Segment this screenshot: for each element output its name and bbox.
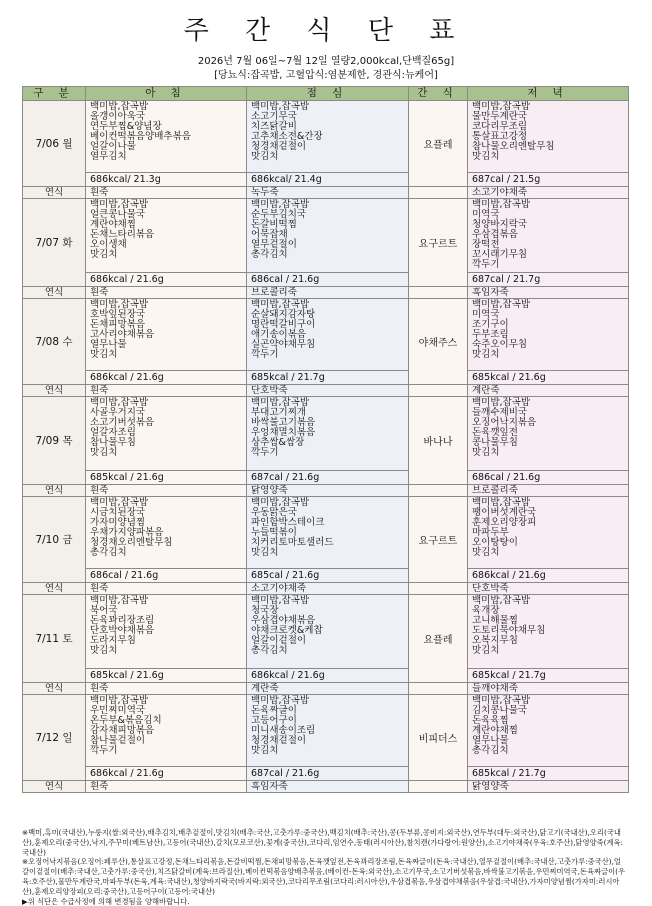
day-label: 7/08 수	[23, 299, 86, 385]
menu-item: 부대고기찌개	[251, 407, 307, 418]
menu-item: 애기송이볶음	[251, 329, 307, 340]
dinner-items	[468, 695, 629, 767]
dinner-kcal: 685kcal / 21.6g	[468, 371, 629, 385]
menu-item: 두부조림	[472, 329, 509, 340]
header-snack: 간 식	[409, 87, 468, 101]
soft-lunch: 단호박죽	[247, 385, 409, 397]
snack-cell: 요구르트	[409, 199, 468, 287]
day-label: 7/06 월	[23, 101, 86, 187]
menu-item: 백미밥,잡곡밥	[251, 299, 310, 310]
menu-item: 장떡전	[472, 239, 500, 250]
menu-item: 청경채겉절이	[251, 735, 307, 746]
menu-item: 우동맑은국	[251, 507, 297, 518]
lunch-items	[247, 695, 409, 767]
menu-item: 맛김치	[472, 645, 500, 656]
menu-item: 순두부김치국	[251, 209, 307, 220]
menu-item: 시금치된장국	[90, 507, 146, 518]
day-label: 7/12 일	[23, 695, 86, 781]
menu-item: 열무나물	[472, 735, 509, 746]
soft-breakfast: 흰죽	[86, 781, 247, 793]
lunch-kcal: 686cal / 21.6g	[247, 273, 409, 287]
menu-item: 계란야채찜	[472, 725, 518, 736]
menu-item: 백미밥,잡곡밥	[472, 101, 531, 112]
breakfast-items	[86, 695, 247, 767]
menu-item: 백미밥,잡곡밥	[90, 101, 149, 112]
menu-item: 백미밥,잡곡밥	[90, 199, 149, 210]
soft-breakfast: 흰죽	[86, 187, 247, 199]
soft-snack	[409, 287, 468, 299]
menu-item: 얼갈이나물	[90, 141, 136, 152]
menu-item: 우엉채멸치볶음	[251, 427, 316, 438]
soft-diet-label: 연식	[23, 683, 86, 695]
lunch-items	[247, 299, 409, 371]
lunch-kcal: 686kcal/ 21.4g	[247, 173, 409, 187]
menu-item: 청경채오리엔탈무침	[90, 537, 173, 548]
breakfast-items	[86, 595, 247, 669]
menu-item: 통살표고강정	[472, 131, 528, 142]
breakfast-kcal: 685kcal / 21.6g	[86, 669, 247, 683]
soft-breakfast: 흰죽	[86, 385, 247, 397]
menu-item: 미니새송이조림	[251, 725, 316, 736]
soft-snack	[409, 683, 468, 695]
page-title: 주 간 식 단 표	[183, 16, 469, 46]
day-kcal-row	[23, 173, 629, 187]
soft-diet-row	[23, 683, 629, 695]
menu-item: 얼큰콩나물국	[90, 209, 146, 220]
menu-item: 순살돼지감자탕	[251, 309, 316, 320]
menu-item: 총각김치	[472, 745, 509, 756]
day-kcal-row	[23, 371, 629, 385]
dinner-items	[468, 299, 629, 371]
menu-item: 청양바지락국	[472, 219, 528, 230]
menu-item: 상추쌈&쌈장	[251, 437, 305, 448]
menu-item: 백미밥,잡곡밥	[472, 199, 531, 210]
menu-item: 실곤약야채무침	[251, 339, 316, 350]
soft-diet-label: 연식	[23, 187, 86, 199]
menu-item: 도토리묵야채무침	[472, 625, 546, 636]
soft-breakfast: 흰죽	[86, 583, 247, 595]
header-dinner: 저 녁	[468, 87, 629, 101]
menu-item: 참나물무침	[90, 437, 136, 448]
soft-diet-row	[23, 287, 629, 299]
lunch-kcal: 685cal / 21.6g	[247, 569, 409, 583]
soft-diet-label: 연식	[23, 485, 86, 497]
menu-item: 베이컨떡볶음양배추볶음	[90, 131, 191, 142]
breakfast-kcal: 686kcal / 21.6g	[86, 371, 247, 385]
menu-item: 조기구이	[472, 319, 509, 330]
lunch-items	[247, 199, 409, 273]
menu-item: 고등어구이	[251, 715, 297, 726]
menu-item: 돈갈비떡찜	[251, 219, 297, 230]
menu-item: 얼갈이겉절이	[251, 635, 307, 646]
soft-snack	[409, 187, 468, 199]
menu-item: 우채가지양파볶음	[90, 527, 164, 538]
menu-item: 백미밥,잡곡밥	[251, 695, 310, 706]
menu-item: 깍두기	[90, 745, 118, 756]
menu-item: 미역국	[472, 309, 500, 320]
menu-item: 미역국	[472, 209, 500, 220]
soft-dinner: 소고기야채죽	[468, 187, 629, 199]
menu-item: 가자미양념찜	[90, 517, 146, 528]
menu-item: 백미밥,잡곡밥	[90, 497, 149, 508]
menu-item: 돈육꽈리장조림	[90, 615, 155, 626]
menu-item: 깍두기	[251, 349, 279, 360]
menu-item: 바싹불고기볶음	[251, 417, 316, 428]
menu-item: 백미밥,잡곡밥	[472, 695, 531, 706]
change-notice: ▶위 식단은 수급사정에 의해 변경됨을 양해바랍니다.	[22, 896, 190, 906]
soft-dinner: 브로콜리죽	[468, 485, 629, 497]
snack-cell: 요플레	[409, 595, 468, 683]
soft-lunch: 계란죽	[247, 683, 409, 695]
lunch-items	[247, 497, 409, 569]
soft-lunch: 닭영양죽	[247, 485, 409, 497]
soft-dinner: 닭영양죽	[468, 781, 629, 793]
menu-item: 돈채느타리볶음	[90, 229, 155, 240]
breakfast-items	[86, 397, 247, 471]
menu-item: 물만두계란국	[472, 111, 528, 122]
day-label: 7/11 토	[23, 595, 86, 683]
lunch-kcal: 687cal / 21.6g	[247, 471, 409, 485]
dinner-kcal: 685kcal / 21.7g	[468, 669, 629, 683]
soft-breakfast: 흰죽	[86, 683, 247, 695]
menu-item: 참나물오리엔탈무침	[472, 141, 555, 152]
menu-item: 계란야채찜	[90, 219, 136, 230]
menu-item: 열무겉절이	[251, 239, 297, 250]
soft-snack	[409, 583, 468, 595]
menu-item: 돈육깻잎전	[472, 427, 518, 438]
menu-item: 백미밥,잡곡밥	[251, 199, 310, 210]
menu-item: 맛김치	[251, 745, 279, 756]
menu-item: 참나물겉절이	[90, 735, 146, 746]
menu-item: 콩나물무침	[472, 437, 518, 448]
lunch-items	[247, 595, 409, 669]
menu-item: 우민찌미역국	[90, 705, 146, 716]
menu-item: 총각김치	[251, 249, 288, 260]
soft-lunch: 녹두죽	[247, 187, 409, 199]
menu-item: 백미밥,잡곡밥	[251, 101, 310, 112]
menu-item: 오복지무침	[472, 635, 518, 646]
menu-item: 맛김치	[90, 447, 118, 458]
snack-cell: 바나나	[409, 397, 468, 485]
menu-item: 백미밥,잡곡밥	[472, 397, 531, 408]
menu-item: 청경채겉절이	[251, 141, 307, 152]
day-items-row	[23, 695, 629, 767]
breakfast-kcal: 686cal / 21.6g	[86, 569, 247, 583]
dinner-kcal: 687cal / 21.7g	[468, 273, 629, 287]
menu-item: 깍두기	[472, 259, 500, 270]
menu-item: 치즈닭갈비	[251, 121, 297, 132]
breakfast-kcal: 686kcal / 21.6g	[86, 767, 247, 781]
lunch-kcal: 687cal / 21.6g	[247, 767, 409, 781]
footnotes	[22, 828, 628, 906]
menu-item: 고니해물찜	[472, 615, 518, 626]
soft-breakfast: 흰죽	[86, 485, 247, 497]
menu-item: 온두부&볶음김치	[90, 715, 162, 726]
period-subtitle: 2026년 7월 06일~7월 12일 열량2,000kcal,단백질65g]	[197, 56, 455, 67]
menu-item: 꼬시래기무침	[472, 249, 528, 260]
snack-cell: 요구르트	[409, 497, 468, 583]
menu-item: 들깨수제비국	[472, 407, 528, 418]
menu-item: 도라지무침	[90, 635, 136, 646]
day-kcal-row	[23, 273, 629, 287]
menu-item: 코다리무조림	[472, 121, 528, 132]
soft-snack	[409, 385, 468, 397]
day-label: 7/10 금	[23, 497, 86, 583]
soft-dinner: 들깨야채죽	[468, 683, 629, 695]
breakfast-kcal: 686kcal/ 21.3g	[86, 173, 247, 187]
soft-dinner: 계란죽	[468, 385, 629, 397]
menu-item: 열무김치	[90, 151, 127, 162]
dinner-kcal: 685kcal / 21.7g	[468, 767, 629, 781]
menu-item: 오이탕탕이	[472, 537, 518, 548]
snack-cell: 비피더스	[409, 695, 468, 781]
menu-item: 숙주오이무침	[472, 339, 528, 350]
dinner-items	[468, 497, 629, 569]
soft-dinner: 흑임자죽	[468, 287, 629, 299]
origin-note-1: ※백미,흑미(국내산),누룽지(쌀:외국산),배추김치,배추겉절이,맛김치(배추:국산,고춧가루:중국산),백김치(배추:국산),콩(두부류,콩비지:외국산),연두부(대두:외국산),닭고기(국내산),오리(국내산),훈제오리(중국산),낙지,주꾸미(베트남산),고등어(국내산),갈치(모로코산),꽃게(중국산),코다리,임연수,동태(러시아산),참치캔(가다랑어:원양산),소고기야채죽(우육:호주산),닭영양죽(계육:국내산)	[22, 828, 624, 857]
dinner-kcal: 686kcal / 21.6g	[468, 569, 629, 583]
day-items-row	[23, 595, 629, 669]
menu-item: 명란떡갈비구이	[251, 319, 316, 330]
soft-snack	[409, 485, 468, 497]
diet-note: [당뇨식:잡곡밥, 고혈압식:염분제한, 경관식:뉴케어]	[214, 70, 438, 81]
day-kcal-row	[23, 569, 629, 583]
soft-diet-label: 연식	[23, 385, 86, 397]
soft-diet-row	[23, 781, 629, 793]
day-label: 7/09 목	[23, 397, 86, 485]
soft-diet-row	[23, 187, 629, 199]
menu-item: 훈제오리양장피	[472, 517, 537, 528]
menu-item: 김치콩나물국	[472, 705, 528, 716]
soft-lunch: 브로콜리죽	[247, 287, 409, 299]
menu-item: 팽이버섯계란국	[472, 507, 537, 518]
breakfast-kcal: 685kcal / 21.6g	[86, 471, 247, 485]
menu-item: 마파두부	[472, 527, 509, 538]
soft-lunch: 소고기야채죽	[247, 583, 409, 595]
menu-item: 우삼겹볶음	[472, 229, 518, 240]
dinner-items	[468, 397, 629, 471]
soft-diet-label: 연식	[23, 287, 86, 299]
origin-note-2: ※오징어낙지볶음(오징어:페루산),통살표고강정,돈채느타리볶음,돈갈비떡찜,돈채피망볶음,돈육깻잎전,돈육꽈리장조림,돈육짜글이(돈육:국내산),열무겉절이(배추:국내산,고춧가루:중국산),얼갈이겉절이(배추:국내산,고춧가루:중국산),치즈닭갈비(계육:브라질산),베이컨떡볶음양배추볶음,(베이컨-돈육:외국산),소고기무국,소고기버섯볶음,바싹불고기볶음,우민찌미역국,돈육짜글이(우육:호주산),물만두계란국,마파두부(돈육,계육:국내산),청양바지락국(바지락:외국산),코다리무조림(코다리:러시아산),우삼겹볶음,우삼겹야채볶음(우삼겹:국내산),가자미양념찜(가자미:러시아산),훈제오리양장피(오리:중국산),고등어구이(고등어:국내산)	[22, 857, 626, 896]
menu-item: 돈육육찜	[472, 715, 509, 726]
soft-dinner: 단호박죽	[468, 583, 629, 595]
menu-item: 고추채소전&간장	[251, 131, 323, 142]
weekly-menu-table	[22, 86, 629, 793]
menu-item: 백미밥,잡곡밥	[472, 497, 531, 508]
dinner-items	[468, 101, 629, 173]
menu-item: 우삼겹야채볶음	[251, 615, 316, 626]
breakfast-kcal: 686kcal / 21.6g	[86, 273, 247, 287]
menu-item: 백미밥,잡곡밥	[472, 595, 531, 606]
menu-item: 백미밥,잡곡밥	[251, 595, 310, 606]
menu-item: 총각김치	[251, 645, 288, 656]
menu-item: 호박잎된장국	[90, 309, 146, 320]
day-items-row	[23, 199, 629, 273]
breakfast-items	[86, 199, 247, 273]
menu-item: 백미밥,잡곡밥	[90, 299, 149, 310]
breakfast-items	[86, 101, 247, 173]
menu-item: 맛김치	[472, 547, 500, 558]
menu-item: 오이생채	[90, 239, 127, 250]
menu-item: 맛김치	[90, 645, 118, 656]
menu-item: 감자채피망볶음	[90, 725, 155, 736]
soft-snack	[409, 781, 468, 793]
day-label: 7/07 화	[23, 199, 86, 287]
menu-item: 백미밥,잡곡밥	[90, 695, 149, 706]
menu-item: 맛김치	[90, 349, 118, 360]
header-breakfast: 아 침	[86, 87, 247, 101]
header-row	[23, 87, 629, 101]
menu-item: 맛김치	[251, 151, 279, 162]
menu-item: 맛김치	[251, 547, 279, 558]
menu-item: 깍두기	[251, 447, 279, 458]
menu-item: 청국장	[251, 605, 279, 616]
soft-lunch: 흑임자죽	[247, 781, 409, 793]
soft-breakfast: 흰죽	[86, 287, 247, 299]
breakfast-items	[86, 299, 247, 371]
menu-item: 열무나물	[90, 339, 127, 350]
menu-item: 소고기버섯볶음	[90, 417, 155, 428]
soft-diet-row	[23, 485, 629, 497]
menu-item: 북어국	[90, 605, 118, 616]
header-lunch: 점 심	[247, 87, 409, 101]
menu-item: 사골우거지국	[90, 407, 146, 418]
menu-item: 소고기무국	[251, 111, 297, 122]
menu-item: 단호박야채볶음	[90, 625, 155, 636]
menu-item: 백미밥,잡곡밥	[90, 397, 149, 408]
menu-item: 연두부찜&양념장	[90, 121, 162, 132]
menu-item: 고사리야채볶음	[90, 329, 155, 340]
menu-item: 야채크로켓&케찹	[251, 625, 323, 636]
day-kcal-row	[23, 471, 629, 485]
lunch-kcal: 686kcal / 21.6g	[247, 669, 409, 683]
menu-item: 돈육짜글이	[251, 705, 297, 716]
menu-item: 치커리토마토샐러드	[251, 537, 334, 548]
soft-diet-label: 연식	[23, 781, 86, 793]
day-items-row	[23, 101, 629, 173]
menu-item: 백미밥,잡곡밥	[251, 497, 310, 508]
dinner-kcal: 687cal / 21.5g	[468, 173, 629, 187]
menu-item: 맛김치	[472, 151, 500, 162]
menu-item: 백미밥,잡곡밥	[472, 299, 531, 310]
header-gubun: 구 분	[23, 87, 86, 101]
day-items-row	[23, 497, 629, 569]
menu-item: 올갱이아욱국	[90, 111, 146, 122]
dinner-kcal: 686cal / 21.6g	[468, 471, 629, 485]
menu-item: 얼갈자조림	[90, 427, 136, 438]
menu-item: 육개장	[472, 605, 500, 616]
lunch-kcal: 685kcal / 21.7g	[247, 371, 409, 385]
menu-item: 백미밥,잡곡밥	[251, 397, 310, 408]
day-kcal-row	[23, 767, 629, 781]
snack-cell: 요플레	[409, 101, 468, 187]
day-kcal-row	[23, 669, 629, 683]
day-items-row	[23, 397, 629, 471]
dinner-items	[468, 199, 629, 273]
menu-item: 돈채피망볶음	[90, 319, 146, 330]
breakfast-items	[86, 497, 247, 569]
soft-diet-label: 연식	[23, 583, 86, 595]
menu-item: 맛김치	[472, 349, 500, 360]
snack-cell: 야채주스	[409, 299, 468, 385]
menu-item: 어묵잡채	[251, 229, 288, 240]
menu-item: 오징어낙지볶음	[472, 417, 537, 428]
lunch-items	[247, 397, 409, 471]
menu-item: 파인함박스테이크	[251, 517, 325, 528]
dinner-items	[468, 595, 629, 669]
day-items-row	[23, 299, 629, 371]
soft-diet-row	[23, 583, 629, 595]
menu-item: 맛김치	[90, 249, 118, 260]
menu-item: 총각김치	[90, 547, 127, 558]
soft-diet-row	[23, 385, 629, 397]
menu-item: 백미밥,잡곡밥	[90, 595, 149, 606]
lunch-items	[247, 101, 409, 173]
menu-item: 누들떡볶이	[251, 527, 297, 538]
menu-item: 맛김치	[472, 447, 500, 458]
